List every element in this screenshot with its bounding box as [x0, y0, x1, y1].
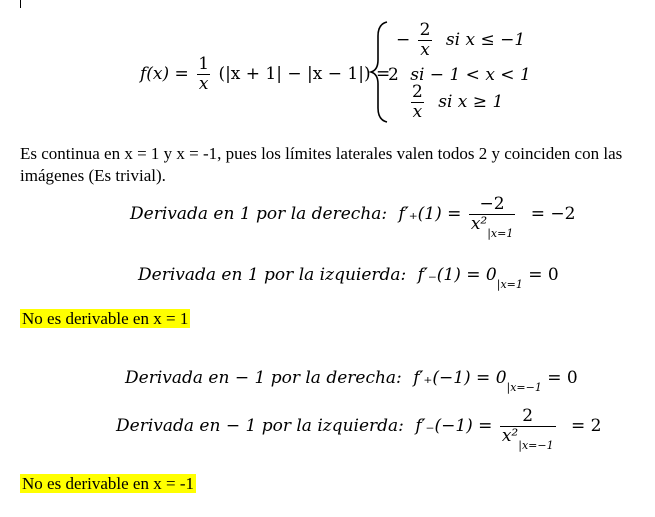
function-definition	[140, 56, 390, 93]
deriv-right-1-den: x²	[470, 214, 488, 234]
conclusion-1-text: No es derivable en x = 1	[22, 309, 189, 328]
deriv-right-m1-eval: |x=−1	[506, 381, 542, 394]
case-1	[396, 22, 525, 59]
function-frac-den: x	[198, 74, 209, 94]
conclusion-m1-text: No es derivable en x = -1	[22, 474, 194, 493]
case-1-sign: −	[396, 30, 411, 50]
conclusion-not-derivable-minus-1	[20, 473, 196, 495]
deriv-left-m1-eval: |x=−1	[518, 439, 554, 452]
deriv-left-m1-label: Derivada en − 1 por la izquierda:	[116, 416, 404, 436]
case-2-value: 2	[388, 65, 399, 85]
case-1-num: 2	[419, 20, 431, 40]
continuity-paragraph: Es continua en x = 1 y x = -1, pues los límites laterales valen todos 2 y coinciden con las imágenes (Es trivial).	[20, 144, 623, 185]
deriv-right-m1-result: = 0	[547, 368, 578, 388]
deriv-left-1-label: Derivada en 1 por la izquierda:	[138, 265, 407, 285]
function-lhs: f(x) =	[140, 64, 189, 84]
deriv-right-1-num: −2	[479, 194, 505, 214]
case-1-fraction	[418, 22, 433, 59]
deriv-right-1-label: Derivada en 1 por la derecha:	[130, 204, 388, 224]
deriv-left-m1-num: 2	[522, 406, 534, 426]
deriv-left-1-result: = 0	[528, 265, 559, 285]
case-3-num: 2	[412, 82, 423, 102]
case-3-den: x	[412, 102, 423, 122]
derivative-right-at-1	[130, 194, 576, 240]
function-abs-expression: (|x + 1| − |x − 1|) =	[218, 64, 391, 84]
derivative-right-at-minus-1	[125, 368, 578, 394]
deriv-right-1-result: = −2	[530, 204, 576, 224]
case-1-condition: si x ≤ −1	[445, 30, 526, 50]
deriv-right-1-eval: |x=1	[487, 227, 514, 240]
function-fraction	[196, 56, 211, 93]
deriv-left-m1-den: x²	[501, 426, 519, 446]
deriv-right-m1-lhs: f′₊(−1) = 0	[413, 368, 507, 388]
deriv-left-m1-fraction	[500, 406, 556, 452]
deriv-right-1-lhs: f′₊(1) =	[398, 204, 462, 224]
deriv-left-m1-lhs: f′₋(−1) =	[415, 416, 493, 436]
case-3	[408, 84, 503, 121]
case-1-den: x	[420, 40, 430, 60]
deriv-right-m1-label: Derivada en − 1 por la derecha:	[125, 368, 402, 388]
case-2	[388, 67, 531, 84]
case-3-condition: si x ≥ 1	[438, 92, 504, 112]
case-3-fraction	[410, 84, 425, 121]
function-frac-num: 1	[198, 54, 210, 74]
derivative-left-at-1	[138, 265, 559, 291]
conclusion-not-derivable-1	[20, 308, 190, 330]
text-cursor	[20, 0, 21, 8]
deriv-left-m1-result: = 2	[571, 416, 602, 436]
derivative-left-at-minus-1	[116, 406, 602, 452]
deriv-left-1-eval: |x=1	[496, 278, 523, 291]
deriv-left-1-lhs: f′₋(1) = 0	[417, 265, 497, 285]
case-2-condition: si − 1 < x < 1	[410, 65, 531, 85]
deriv-right-1-fraction	[469, 194, 516, 240]
